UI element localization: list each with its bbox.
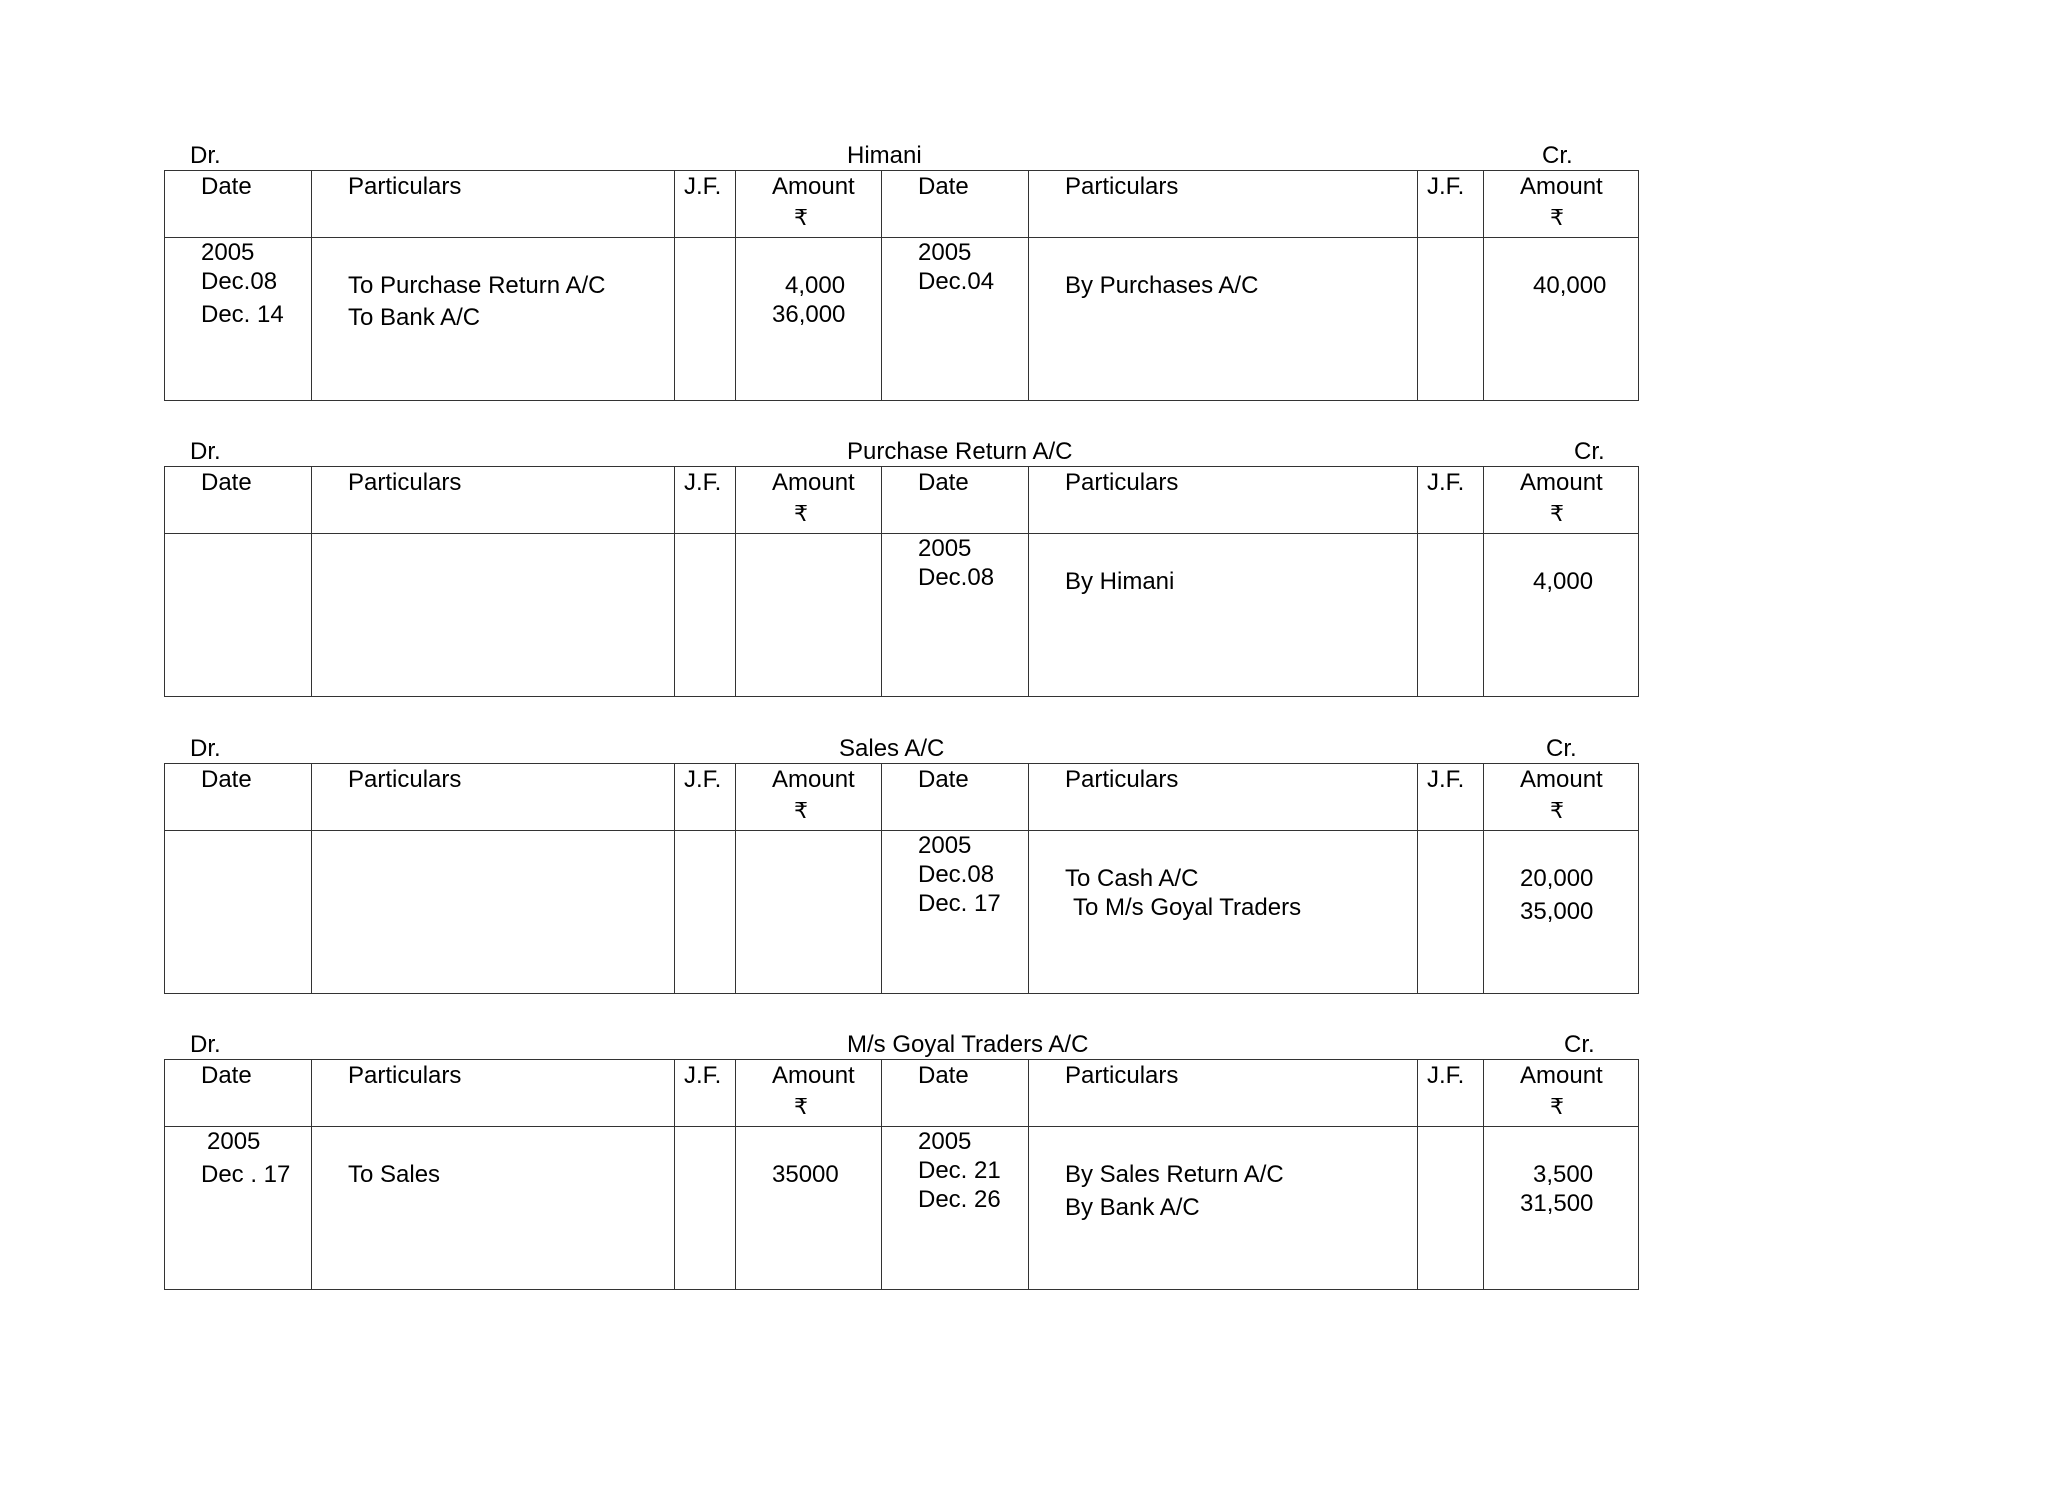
- credit-label: Cr.: [1574, 438, 1605, 465]
- debit-amounts: [736, 534, 881, 696]
- credit-particulars: [1029, 238, 1417, 400]
- entry-date: Dec. 26: [918, 1186, 1001, 1213]
- debit-label: Dr.: [190, 438, 221, 465]
- credit-jf: [1418, 534, 1483, 696]
- ledger-sales: [164, 729, 1638, 994]
- credit-jf: [1418, 831, 1483, 993]
- credit-amounts: [1484, 1127, 1638, 1289]
- entry-date: Dec. 14: [201, 301, 284, 328]
- col-amount: Amount: [772, 1062, 855, 1089]
- col-jf: J.F.: [1427, 173, 1465, 200]
- col-date: Date: [201, 469, 252, 496]
- col-particulars: Particulars: [348, 469, 462, 496]
- credit-dates: [882, 1127, 1028, 1289]
- entry-date: Dec. 17: [918, 890, 1001, 917]
- credit-particulars: [1029, 831, 1417, 993]
- entry-date: Dec. 21: [918, 1157, 1001, 1184]
- entry-particular: By Bank A/C: [1065, 1194, 1200, 1221]
- credit-particulars: [1029, 534, 1417, 696]
- col-jf: J.F.: [684, 173, 722, 200]
- date-year: 2005: [201, 239, 255, 266]
- credit-jf: [1418, 238, 1483, 400]
- debit-jf: [675, 238, 735, 400]
- debit-particulars: [312, 534, 674, 696]
- rupee-symbol: ₹: [1550, 1094, 1564, 1119]
- entry-row: [165, 534, 1639, 697]
- entry-amount: 3,500: [1533, 1161, 1594, 1188]
- entry-amount: 4,000: [785, 272, 846, 299]
- debit-dates: [165, 831, 311, 993]
- debit-jf: [675, 1127, 735, 1289]
- entry-particular: By Sales Return A/C: [1065, 1161, 1284, 1188]
- ledger-table: [164, 170, 1639, 401]
- debit-label: Dr.: [190, 1031, 221, 1058]
- col-date: Date: [918, 766, 969, 793]
- date-year: 2005: [918, 1128, 972, 1155]
- ledger-header: [164, 1025, 1638, 1059]
- ledger-table: [164, 466, 1639, 697]
- col-amount: Amount: [1520, 1062, 1603, 1089]
- credit-label: Cr.: [1546, 735, 1577, 762]
- debit-amounts: [736, 1127, 881, 1289]
- entry-amount: 20,000: [1520, 865, 1594, 892]
- credit-particulars: [1029, 1127, 1417, 1289]
- ledger-header: [164, 729, 1638, 763]
- header-row: [165, 171, 1639, 238]
- rupee-symbol: ₹: [1550, 205, 1564, 230]
- ledger-goyal-traders: [164, 1025, 1638, 1290]
- entry-row: [165, 1127, 1639, 1290]
- ledger-header: [164, 432, 1638, 466]
- entry-particular: To Bank A/C: [348, 304, 481, 331]
- entry-amount: 4,000: [1533, 568, 1594, 595]
- ledger-title: Sales A/C: [839, 735, 945, 762]
- col-jf: J.F.: [684, 766, 722, 793]
- col-amount: Amount: [772, 173, 855, 200]
- entry-amount: 31,500: [1520, 1190, 1594, 1217]
- col-date: Date: [201, 766, 252, 793]
- rupee-symbol: ₹: [1550, 501, 1564, 526]
- entry-row: [165, 831, 1639, 994]
- credit-jf: [1418, 1127, 1483, 1289]
- credit-amounts: [1484, 534, 1638, 696]
- ledger-table: [164, 1059, 1639, 1290]
- debit-dates: [165, 1127, 311, 1289]
- col-amount: Amount: [1520, 766, 1603, 793]
- col-amount: Amount: [1520, 173, 1603, 200]
- col-particulars: Particulars: [1065, 766, 1179, 793]
- col-particulars: Particulars: [348, 1062, 462, 1089]
- entry-particular: To M/s Goyal Traders: [1073, 894, 1302, 921]
- ledger-header: [164, 136, 1638, 170]
- entry-amount: 35000: [772, 1161, 839, 1188]
- entry-date: Dec.08: [918, 564, 995, 591]
- debit-particulars: [312, 1127, 674, 1289]
- col-particulars: Particulars: [348, 173, 462, 200]
- col-date: Date: [918, 469, 969, 496]
- entry-particular: By Himani: [1065, 568, 1175, 595]
- ledger-table: [164, 763, 1639, 994]
- credit-label: Cr.: [1564, 1031, 1595, 1058]
- entry-date: Dec.04: [918, 268, 995, 295]
- debit-label: Dr.: [190, 735, 221, 762]
- entry-particular: By Purchases A/C: [1065, 272, 1259, 299]
- rupee-symbol: ₹: [1550, 798, 1564, 823]
- ledger-title: Purchase Return A/C: [847, 438, 1073, 465]
- col-jf: J.F.: [1427, 766, 1465, 793]
- debit-amounts: [736, 238, 881, 400]
- entry-amount: 35,000: [1520, 898, 1594, 925]
- credit-amounts: [1484, 831, 1638, 993]
- credit-dates: [882, 238, 1028, 400]
- col-date: Date: [918, 173, 969, 200]
- ledger-title: Himani: [847, 142, 922, 169]
- header-row: [165, 467, 1639, 534]
- entry-particular: To Purchase Return A/C: [348, 272, 606, 299]
- col-amount: Amount: [1520, 469, 1603, 496]
- credit-dates: [882, 831, 1028, 993]
- col-jf: J.F.: [1427, 1062, 1465, 1089]
- col-amount: Amount: [772, 469, 855, 496]
- date-year: 2005: [918, 535, 972, 562]
- debit-particulars: [312, 831, 674, 993]
- header-row: [165, 764, 1639, 831]
- credit-dates: [882, 534, 1028, 696]
- entry-date: Dec.08: [918, 861, 995, 888]
- entry-amount: 40,000: [1533, 272, 1607, 299]
- col-jf: J.F.: [684, 1062, 722, 1089]
- col-particulars: Particulars: [348, 766, 462, 793]
- date-year: 2005: [918, 239, 972, 266]
- col-jf: J.F.: [1427, 469, 1465, 496]
- date-year: 2005: [207, 1128, 261, 1155]
- credit-amounts: [1484, 238, 1638, 400]
- entry-particular: To Cash A/C: [1065, 865, 1199, 892]
- debit-amounts: [736, 831, 881, 993]
- date-year: 2005: [918, 832, 972, 859]
- col-date: Date: [201, 173, 252, 200]
- ledger-title: M/s Goyal Traders A/C: [847, 1031, 1089, 1058]
- rupee-symbol: ₹: [794, 1094, 808, 1119]
- col-particulars: Particulars: [1065, 1062, 1179, 1089]
- credit-label: Cr.: [1542, 142, 1573, 169]
- rupee-symbol: ₹: [794, 205, 808, 230]
- entry-date: Dec . 17: [201, 1161, 291, 1188]
- ledger-himani: [164, 136, 1638, 401]
- entry-amount: 36,000: [772, 301, 846, 328]
- debit-jf: [675, 534, 735, 696]
- col-jf: J.F.: [684, 469, 722, 496]
- entry-row: [165, 238, 1639, 401]
- rupee-symbol: ₹: [794, 798, 808, 823]
- debit-particulars: [312, 238, 674, 400]
- entry-particular: To Sales: [348, 1161, 441, 1188]
- col-particulars: Particulars: [1065, 173, 1179, 200]
- col-amount: Amount: [772, 766, 855, 793]
- debit-jf: [675, 831, 735, 993]
- ledger-purchase-return: [164, 432, 1638, 697]
- col-particulars: Particulars: [1065, 469, 1179, 496]
- debit-dates: [165, 534, 311, 696]
- col-date: Date: [201, 1062, 252, 1089]
- col-date: Date: [918, 1062, 969, 1089]
- header-row: [165, 1060, 1639, 1127]
- entry-date: Dec.08: [201, 268, 278, 295]
- debit-dates: [165, 238, 311, 400]
- debit-label: Dr.: [190, 142, 221, 169]
- rupee-symbol: ₹: [794, 501, 808, 526]
